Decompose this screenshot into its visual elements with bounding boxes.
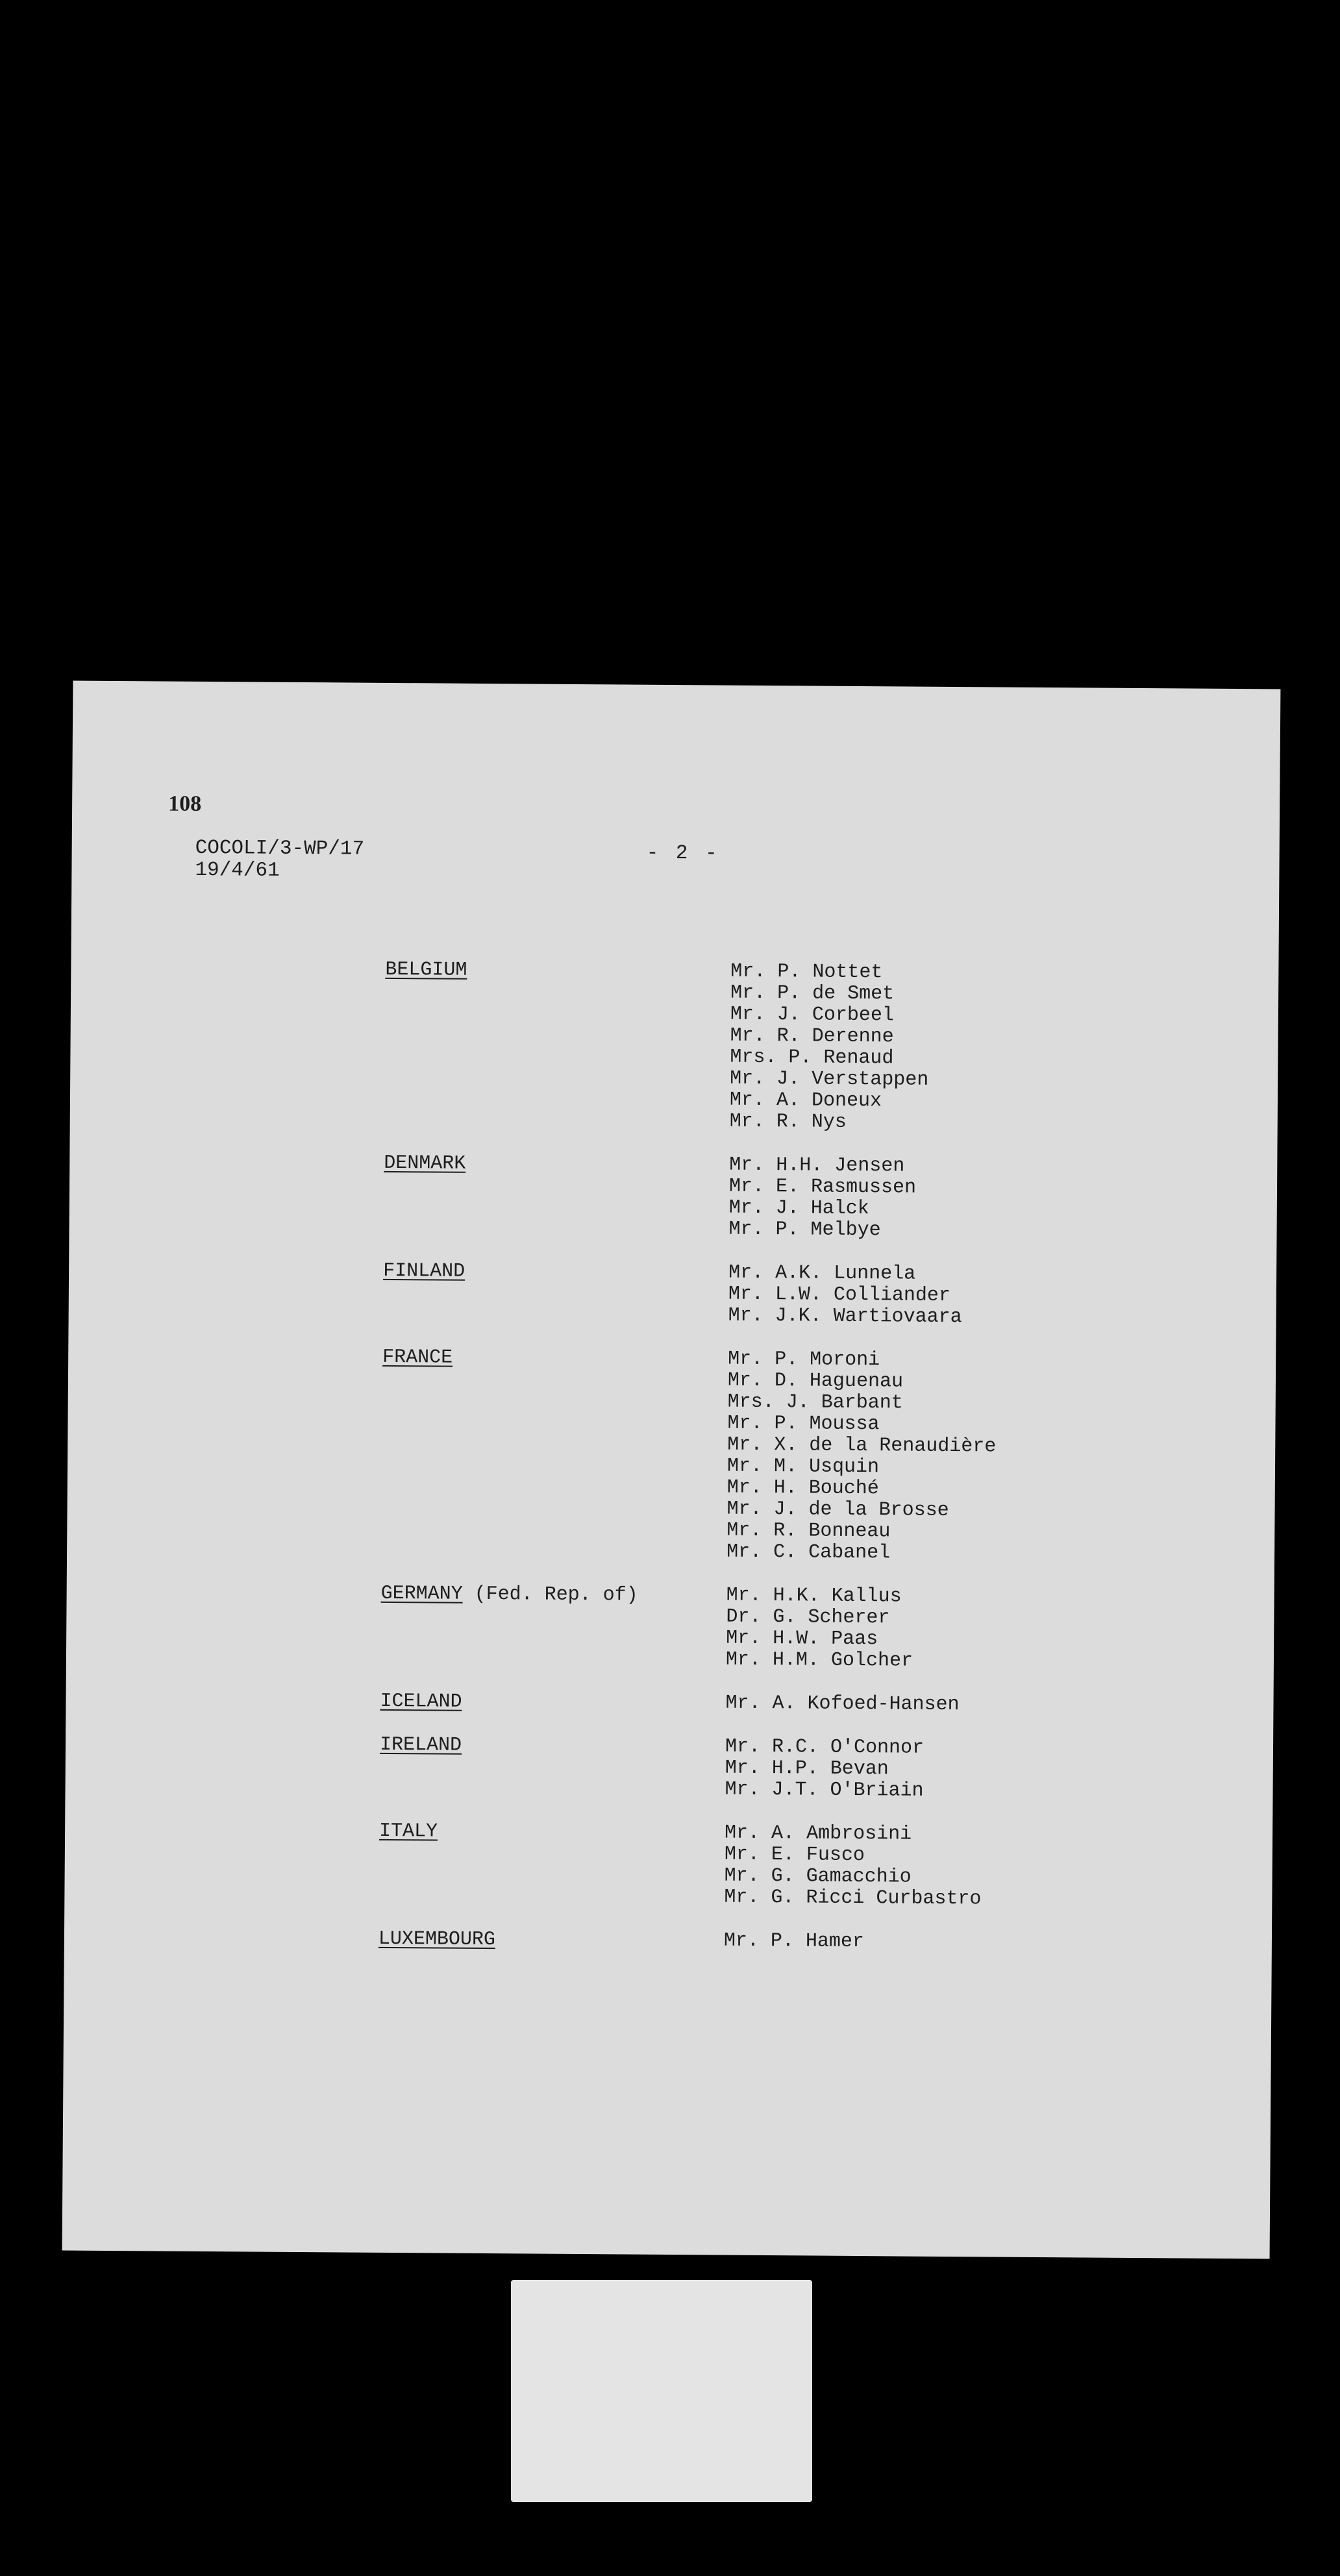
country-name: GERMANY (380, 1582, 463, 1605)
delegate-name: Mr. J. Corbeel (730, 1003, 895, 1027)
delegate-list (725, 1737, 924, 1802)
country-label (381, 1583, 638, 1607)
delegate-list (730, 961, 930, 1134)
delegate-name: Mr. H.H. Jensen (729, 1154, 905, 1178)
delegate-list (724, 1931, 864, 1953)
delegate-name: Mr. R. Nys (729, 1110, 847, 1133)
delegate-list (726, 1349, 997, 1565)
country-name: ICELAND (380, 1690, 462, 1713)
delegate-name: Mr. P. de Smet (730, 982, 895, 1006)
delegate-name: Mr. A. Ambrosini (724, 1822, 912, 1846)
country-name: DENMARK (384, 1152, 466, 1175)
delegate-list (726, 1585, 913, 1672)
delegate-name: Mr. H.W. Paas (726, 1627, 878, 1651)
delegate-name: Mr. J. Verstappen (730, 1067, 929, 1091)
country-label (380, 1734, 462, 1757)
delegate-name: Mr. C. Cabanel (726, 1541, 891, 1565)
delegate-name: Mr. H.M. Golcher (725, 1648, 913, 1672)
blank-card (511, 2280, 812, 2502)
delegate-list (724, 1823, 982, 1911)
delegate-name: Mr. R. Bonneau (726, 1519, 891, 1543)
delegate-name: Mr. A. Doneux (729, 1089, 882, 1113)
delegate-name: Mr. J.K. Wartiovaara (728, 1304, 962, 1329)
delegate-name: Mr. E. Rasmussen (728, 1175, 917, 1199)
scanned-page (62, 681, 1281, 2259)
reference-date: 19/4/61 (195, 858, 280, 882)
delegate-name: Mr. G. Gamacchio (724, 1864, 912, 1889)
delegate-name: Mr. A. Kofoed-Hansen (725, 1692, 960, 1716)
delegate-name: Mr. R. Derenne (730, 1024, 894, 1048)
country-name: FINLAND (383, 1259, 465, 1283)
delegate-name: Mr. A.K. Lunnela (728, 1261, 916, 1285)
delegate-list (728, 1155, 916, 1242)
delegate-name: Mr. H. Bouché (726, 1476, 879, 1500)
delegate-name: Mr. X. de la Renaudière (727, 1433, 997, 1458)
country-label (382, 1346, 453, 1369)
country-label (384, 1152, 465, 1175)
delegate-name: Mrs. P. Renaud (730, 1046, 894, 1070)
delegate-name: Mr. J. de la Brosse (726, 1498, 949, 1522)
delegate-name: Mr. P. Moussa (727, 1412, 880, 1436)
country-label (378, 1928, 495, 1951)
delegate-name: Mr. P. Moroni (728, 1348, 880, 1372)
country-name: LUXEMBOURG (378, 1927, 496, 1951)
delegate-name: Mrs. J. Barbant (727, 1391, 903, 1415)
delegate-name: Mr. L.W. Colliander (728, 1283, 951, 1307)
delegate-name: Mr. R.C. O'Connor (725, 1735, 924, 1759)
delegate-name: Mr. G. Ricci Curbastro (724, 1886, 982, 1911)
country-qualifier: (Fed. Rep. of) (462, 1583, 638, 1607)
country-label (380, 1690, 462, 1713)
delegate-name: Mr. P. Melbye (728, 1218, 881, 1242)
delegate-name: Mr. P. Nottet (730, 960, 883, 984)
page-marker: - 2 - (646, 841, 720, 865)
country-label (379, 1820, 438, 1843)
country-label (383, 1260, 465, 1283)
delegate-name: Dr. G. Scherer (726, 1605, 890, 1629)
page-number: 108 (168, 791, 202, 816)
delegate-list (728, 1263, 963, 1329)
delegate-name: Mr. P. Hamer (723, 1929, 865, 1953)
country-name: ITALY (378, 1820, 438, 1843)
country-name: IRELAND (379, 1733, 462, 1757)
delegate-name: Mr. D. Haguenau (727, 1369, 904, 1393)
delegate-name: Mr. M. Usquin (726, 1455, 880, 1479)
delegate-name: Mr. E. Fusco (724, 1843, 865, 1867)
delegate-name: Mr. J.T. O'Briain (725, 1778, 924, 1802)
delegate-list (725, 1693, 959, 1716)
country-label (385, 959, 467, 982)
reference-code: COCOLI/3-WP/17 (195, 836, 365, 861)
country-name: BELGIUM (385, 958, 467, 982)
reference-block (195, 837, 364, 883)
delegate-name: Mr. J. Halck (728, 1196, 869, 1220)
delegate-name: Mr. H.P. Bevan (725, 1757, 889, 1781)
delegate-name: Mr. H.K. Kallus (726, 1584, 902, 1608)
country-name: FRANCE (382, 1346, 453, 1369)
